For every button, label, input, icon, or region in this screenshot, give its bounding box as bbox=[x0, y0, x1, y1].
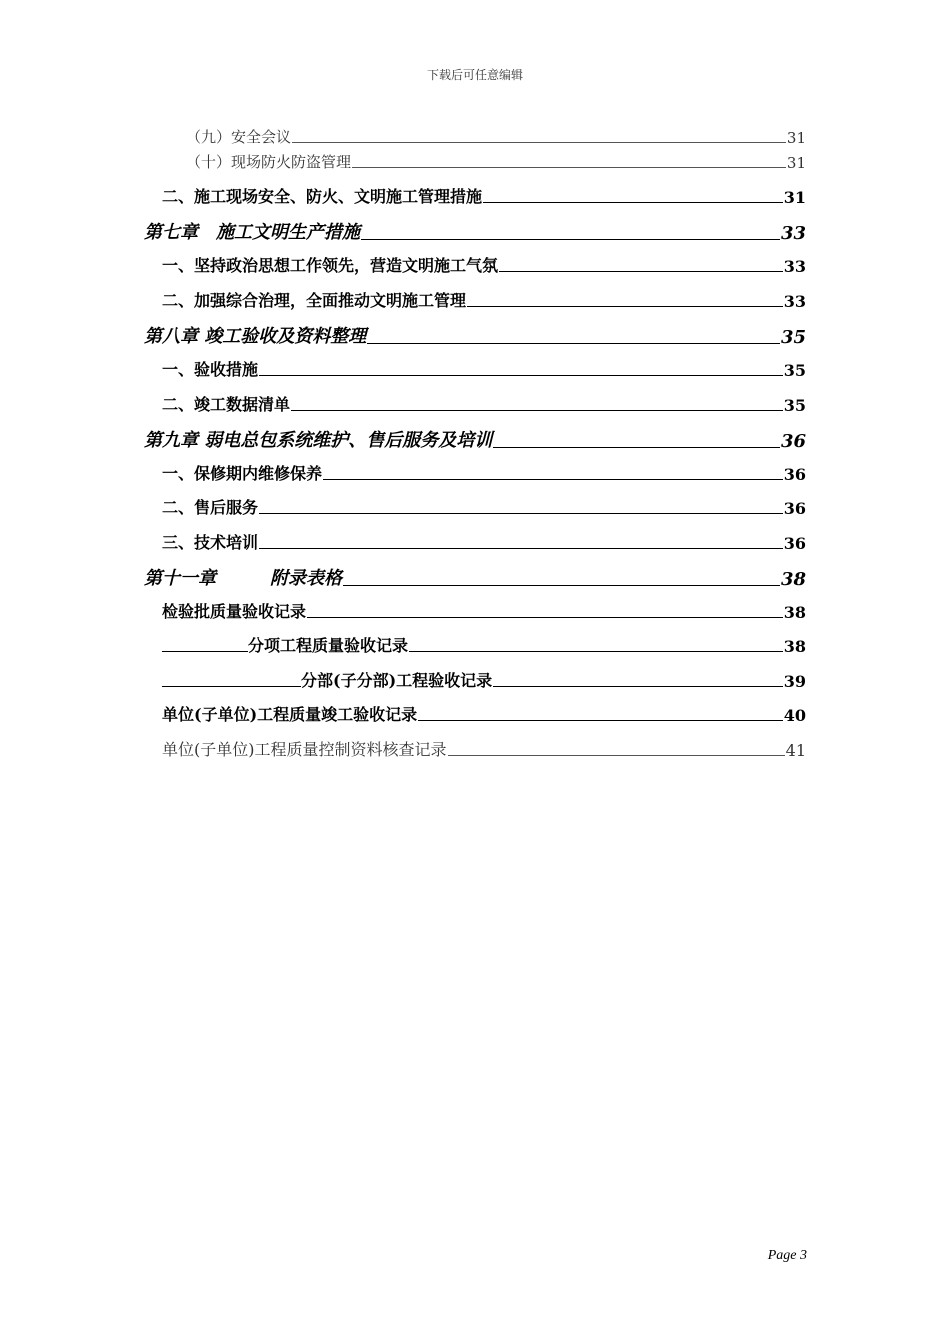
toc-entry-page: 39 bbox=[783, 672, 806, 691]
toc-leader-line bbox=[259, 513, 783, 514]
toc-entry-label: 一、验收措施 bbox=[162, 360, 259, 379]
toc-entry-label: 第八章 竣工验收及资料整理 bbox=[144, 326, 367, 347]
toc-leader-line bbox=[361, 239, 780, 240]
toc-entry-page: 38 bbox=[783, 637, 806, 656]
page-number: Page 3 bbox=[767, 1248, 807, 1263]
toc-entry-label: 一、坚持政治思想工作领先，营造文明施工气氛 bbox=[162, 256, 499, 275]
toc-chapter-entry[interactable] bbox=[144, 564, 806, 590]
toc-entry[interactable] bbox=[162, 737, 806, 760]
toc-entry[interactable] bbox=[162, 253, 806, 276]
toc-entry-page: 35 bbox=[780, 327, 806, 348]
toc-entry-page: 33 bbox=[783, 292, 806, 311]
toc-chapter-entry[interactable] bbox=[144, 218, 806, 244]
toc-leader-line bbox=[307, 617, 783, 618]
toc-entry-label: 一、保修期内维修保养 bbox=[162, 464, 323, 483]
toc-entry-label: 单位(子单位)工程质量控制资料核查记录 bbox=[162, 740, 447, 759]
toc-entry-label: 第九章 弱电总包系统维护、售后服务及培训 bbox=[144, 430, 493, 451]
toc-leader-line bbox=[483, 202, 783, 203]
toc-entry[interactable] bbox=[162, 495, 806, 518]
toc-leader-line bbox=[418, 720, 783, 721]
toc-leader-line bbox=[367, 343, 780, 344]
toc-entry-page: 31 bbox=[783, 188, 806, 207]
toc-entry[interactable] bbox=[162, 530, 806, 553]
toc-entry-page: 40 bbox=[783, 706, 806, 725]
toc-entry[interactable] bbox=[162, 288, 806, 311]
toc-entry-label: 检验批质量验收记录 bbox=[162, 602, 307, 621]
toc-entry-label: 二、售后服务 bbox=[162, 498, 259, 517]
toc-entry-page: 36 bbox=[780, 431, 806, 452]
toc-entry[interactable] bbox=[162, 357, 806, 380]
toc-entry-page: 31 bbox=[786, 129, 806, 147]
toc-entry-page: 35 bbox=[783, 396, 806, 415]
toc-entry-page: 33 bbox=[783, 257, 806, 276]
toc-entry[interactable] bbox=[162, 184, 806, 207]
toc-entry-page: 41 bbox=[785, 741, 806, 760]
toc-leader-line bbox=[409, 651, 783, 652]
toc-leader-line bbox=[292, 142, 786, 143]
toc-leader-line bbox=[467, 306, 783, 307]
toc-entry-label: 二、竣工数据清单 bbox=[162, 395, 291, 414]
toc-leader-line bbox=[259, 548, 783, 549]
toc-blank-prefix bbox=[162, 685, 301, 687]
toc-entry[interactable] bbox=[162, 599, 806, 622]
toc-chapter-entry[interactable] bbox=[144, 322, 806, 348]
toc-entry[interactable] bbox=[162, 392, 806, 415]
toc-entry-label: 三、技术培训 bbox=[162, 533, 259, 552]
toc-leader-line bbox=[493, 686, 783, 687]
toc-entry-page: 31 bbox=[786, 154, 806, 172]
toc-entry-page: 36 bbox=[783, 534, 806, 553]
toc-leader-line bbox=[343, 585, 780, 586]
toc-entry-page: 36 bbox=[783, 499, 806, 518]
toc-leader-line bbox=[499, 271, 783, 272]
toc-leader-line bbox=[493, 447, 780, 448]
toc-entry-label: 单位(子单位)工程质量竣工验收记录 bbox=[162, 705, 418, 724]
toc-entry[interactable] bbox=[186, 126, 806, 147]
toc-entry[interactable] bbox=[162, 461, 806, 484]
toc-leader-line bbox=[291, 410, 783, 411]
toc-entry[interactable] bbox=[162, 668, 806, 691]
toc-entry[interactable] bbox=[186, 151, 806, 172]
toc-leader-line bbox=[448, 755, 785, 756]
toc-entry-label: 二、施工现场安全、防火、文明施工管理措施 bbox=[162, 187, 483, 206]
toc-entry-label: 分部(子分部)工程验收记录 bbox=[301, 671, 493, 690]
toc-entry[interactable] bbox=[162, 633, 806, 656]
toc-entry-page: 33 bbox=[780, 223, 806, 244]
toc-leader-line bbox=[259, 375, 783, 376]
toc-blank-prefix bbox=[162, 650, 248, 652]
toc-leader-line bbox=[352, 167, 786, 168]
toc-entry-label: 分项工程质量验收记录 bbox=[248, 636, 409, 655]
toc-leader-line bbox=[323, 479, 783, 480]
toc-entry-page: 38 bbox=[783, 603, 806, 622]
toc-entry-label: 第七章 施工文明生产措施 bbox=[144, 222, 360, 243]
toc-entry-label: 第十一章 附录表格 bbox=[144, 568, 342, 589]
toc-entry-label: （九）安全会议 bbox=[186, 128, 292, 146]
toc-entry-page: 38 bbox=[780, 569, 806, 590]
toc-entry-page: 36 bbox=[783, 465, 806, 484]
toc-entry-label: 二、加强综合治理，全面推动文明施工管理 bbox=[162, 291, 467, 310]
toc-entry-label: （十）现场防火防盗管理 bbox=[186, 153, 352, 171]
toc-entry[interactable] bbox=[162, 702, 806, 725]
toc-chapter-entry[interactable] bbox=[144, 426, 806, 452]
toc-entry-page: 35 bbox=[783, 361, 806, 380]
header-note: 下载后可任意编辑 bbox=[426, 68, 523, 82]
